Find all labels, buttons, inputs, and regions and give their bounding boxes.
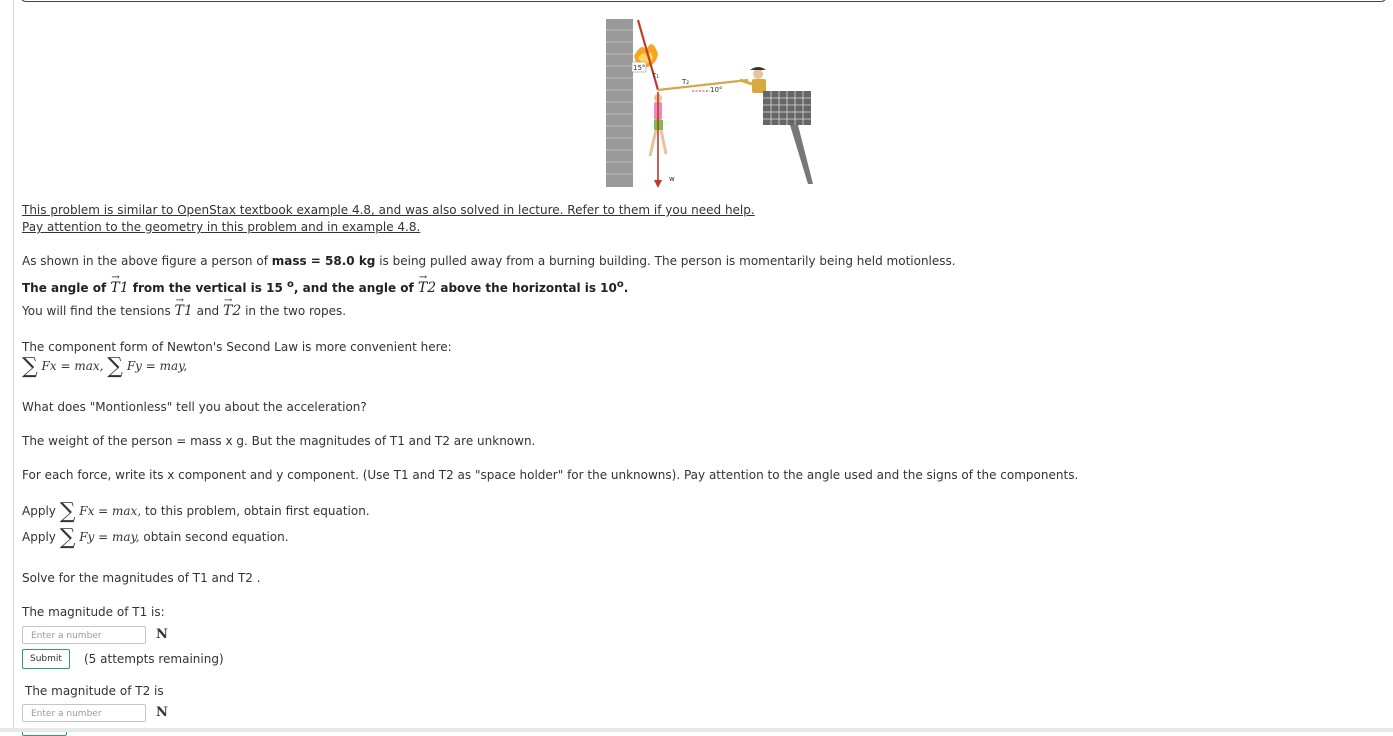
sigma-symbol: ∑ <box>59 525 76 550</box>
apply-x-line: Apply ∑ Fx = max, to this problem, obtain first equation. <box>22 499 370 524</box>
apply-fx-equation: Fx = max, <box>79 504 142 518</box>
angle-15-label: 15° <box>633 64 646 72</box>
newton-equations <box>22 354 188 379</box>
problem-line-2: The angle of → T1 from the vertical is 15 $^o$, and the angle of → T2 above the horizontal is 10$^o$. <box>22 277 628 296</box>
left-border <box>13 0 14 732</box>
t1-magnitude-label: The magnitude of T1 is: <box>22 605 165 619</box>
attempts-remaining: (5 attempts remaining) <box>84 652 224 666</box>
person-leg-right <box>661 130 666 154</box>
newton-intro: The component form of Newton's Second Law is more convenient here: <box>22 340 452 354</box>
person-leg-left <box>650 130 656 156</box>
rope-t2 <box>658 80 748 90</box>
solve-instruction: Solve for the magnitudes of T1 and T2 . <box>22 571 261 585</box>
t1-label: T₁ <box>652 72 660 80</box>
submit-t1-button[interactable]: Submit <box>22 649 70 669</box>
mass-value: mass = 58.0 kg <box>271 254 376 268</box>
ladder-boom <box>790 125 813 184</box>
question-motionless: What does "Montionless" tell you about the acceleration? <box>22 400 367 414</box>
t1-answer-input[interactable]: Enter a number <box>22 626 146 644</box>
t2-answer-input[interactable]: Enter a number <box>22 704 146 722</box>
t1-vector: → T1 <box>110 280 128 296</box>
firefighter-body <box>752 79 766 93</box>
sum-fy-equation: Fy = may, <box>126 359 188 373</box>
sum-fx-equation: Fx = max, <box>41 359 104 373</box>
sigma-symbol: ∑ <box>59 499 76 524</box>
previous-panel-edge <box>20 0 1387 2</box>
sigma-symbol: ∑ <box>107 354 123 379</box>
rescue-diagram <box>600 16 815 191</box>
w-label: w <box>669 175 675 183</box>
firefighter-helmet <box>750 67 766 70</box>
t1-unit: N <box>156 627 168 642</box>
t2-magnitude-label: The magnitude of T2 is <box>25 684 164 698</box>
apply-y-line: Apply ∑ Fy = may, obtain second equation. <box>22 525 289 550</box>
sigma-symbol: ∑ <box>22 354 38 379</box>
question-weight: The weight of the person = mass x g. But the magnitudes of T1 and T2 are unknown. <box>22 434 536 448</box>
question-components: For each force, write its x component and y component. (Use T1 and T2 as "space holder" for the unknowns). Pay attention to the angle used and the signs of the components. <box>22 468 1079 482</box>
angle-10-label: 10° <box>710 86 723 94</box>
weight-arrowhead <box>654 180 662 188</box>
t2-unit: N <box>156 705 168 720</box>
bottom-edge <box>0 728 1393 732</box>
openstax-reference-link[interactable]: This problem is similar to OpenStax textbook example 4.8, and was also solved in lecture. Refer to them if you need help. <box>22 203 755 217</box>
apply-fy-equation: Fy = may, <box>79 530 140 544</box>
t2-vector: → T2 <box>418 280 436 296</box>
problem-line-3: You will find the tensions → T1 and → T2 in the two ropes. <box>22 303 346 319</box>
firefighter-arm <box>740 80 752 84</box>
geometry-attention-link[interactable]: Pay attention to the geometry in this problem and in example 4.8. <box>22 220 421 234</box>
t2-label: T₂ <box>682 78 690 86</box>
firefighter-head <box>753 69 763 79</box>
problem-line-1: As shown in the above figure a person of mass = 58.0 kg is being pulled away from a burning building. The person is momentarily being held motionless. <box>22 254 956 268</box>
t2-vector: → T2 <box>223 303 241 319</box>
t1-vector: → T1 <box>175 303 193 319</box>
